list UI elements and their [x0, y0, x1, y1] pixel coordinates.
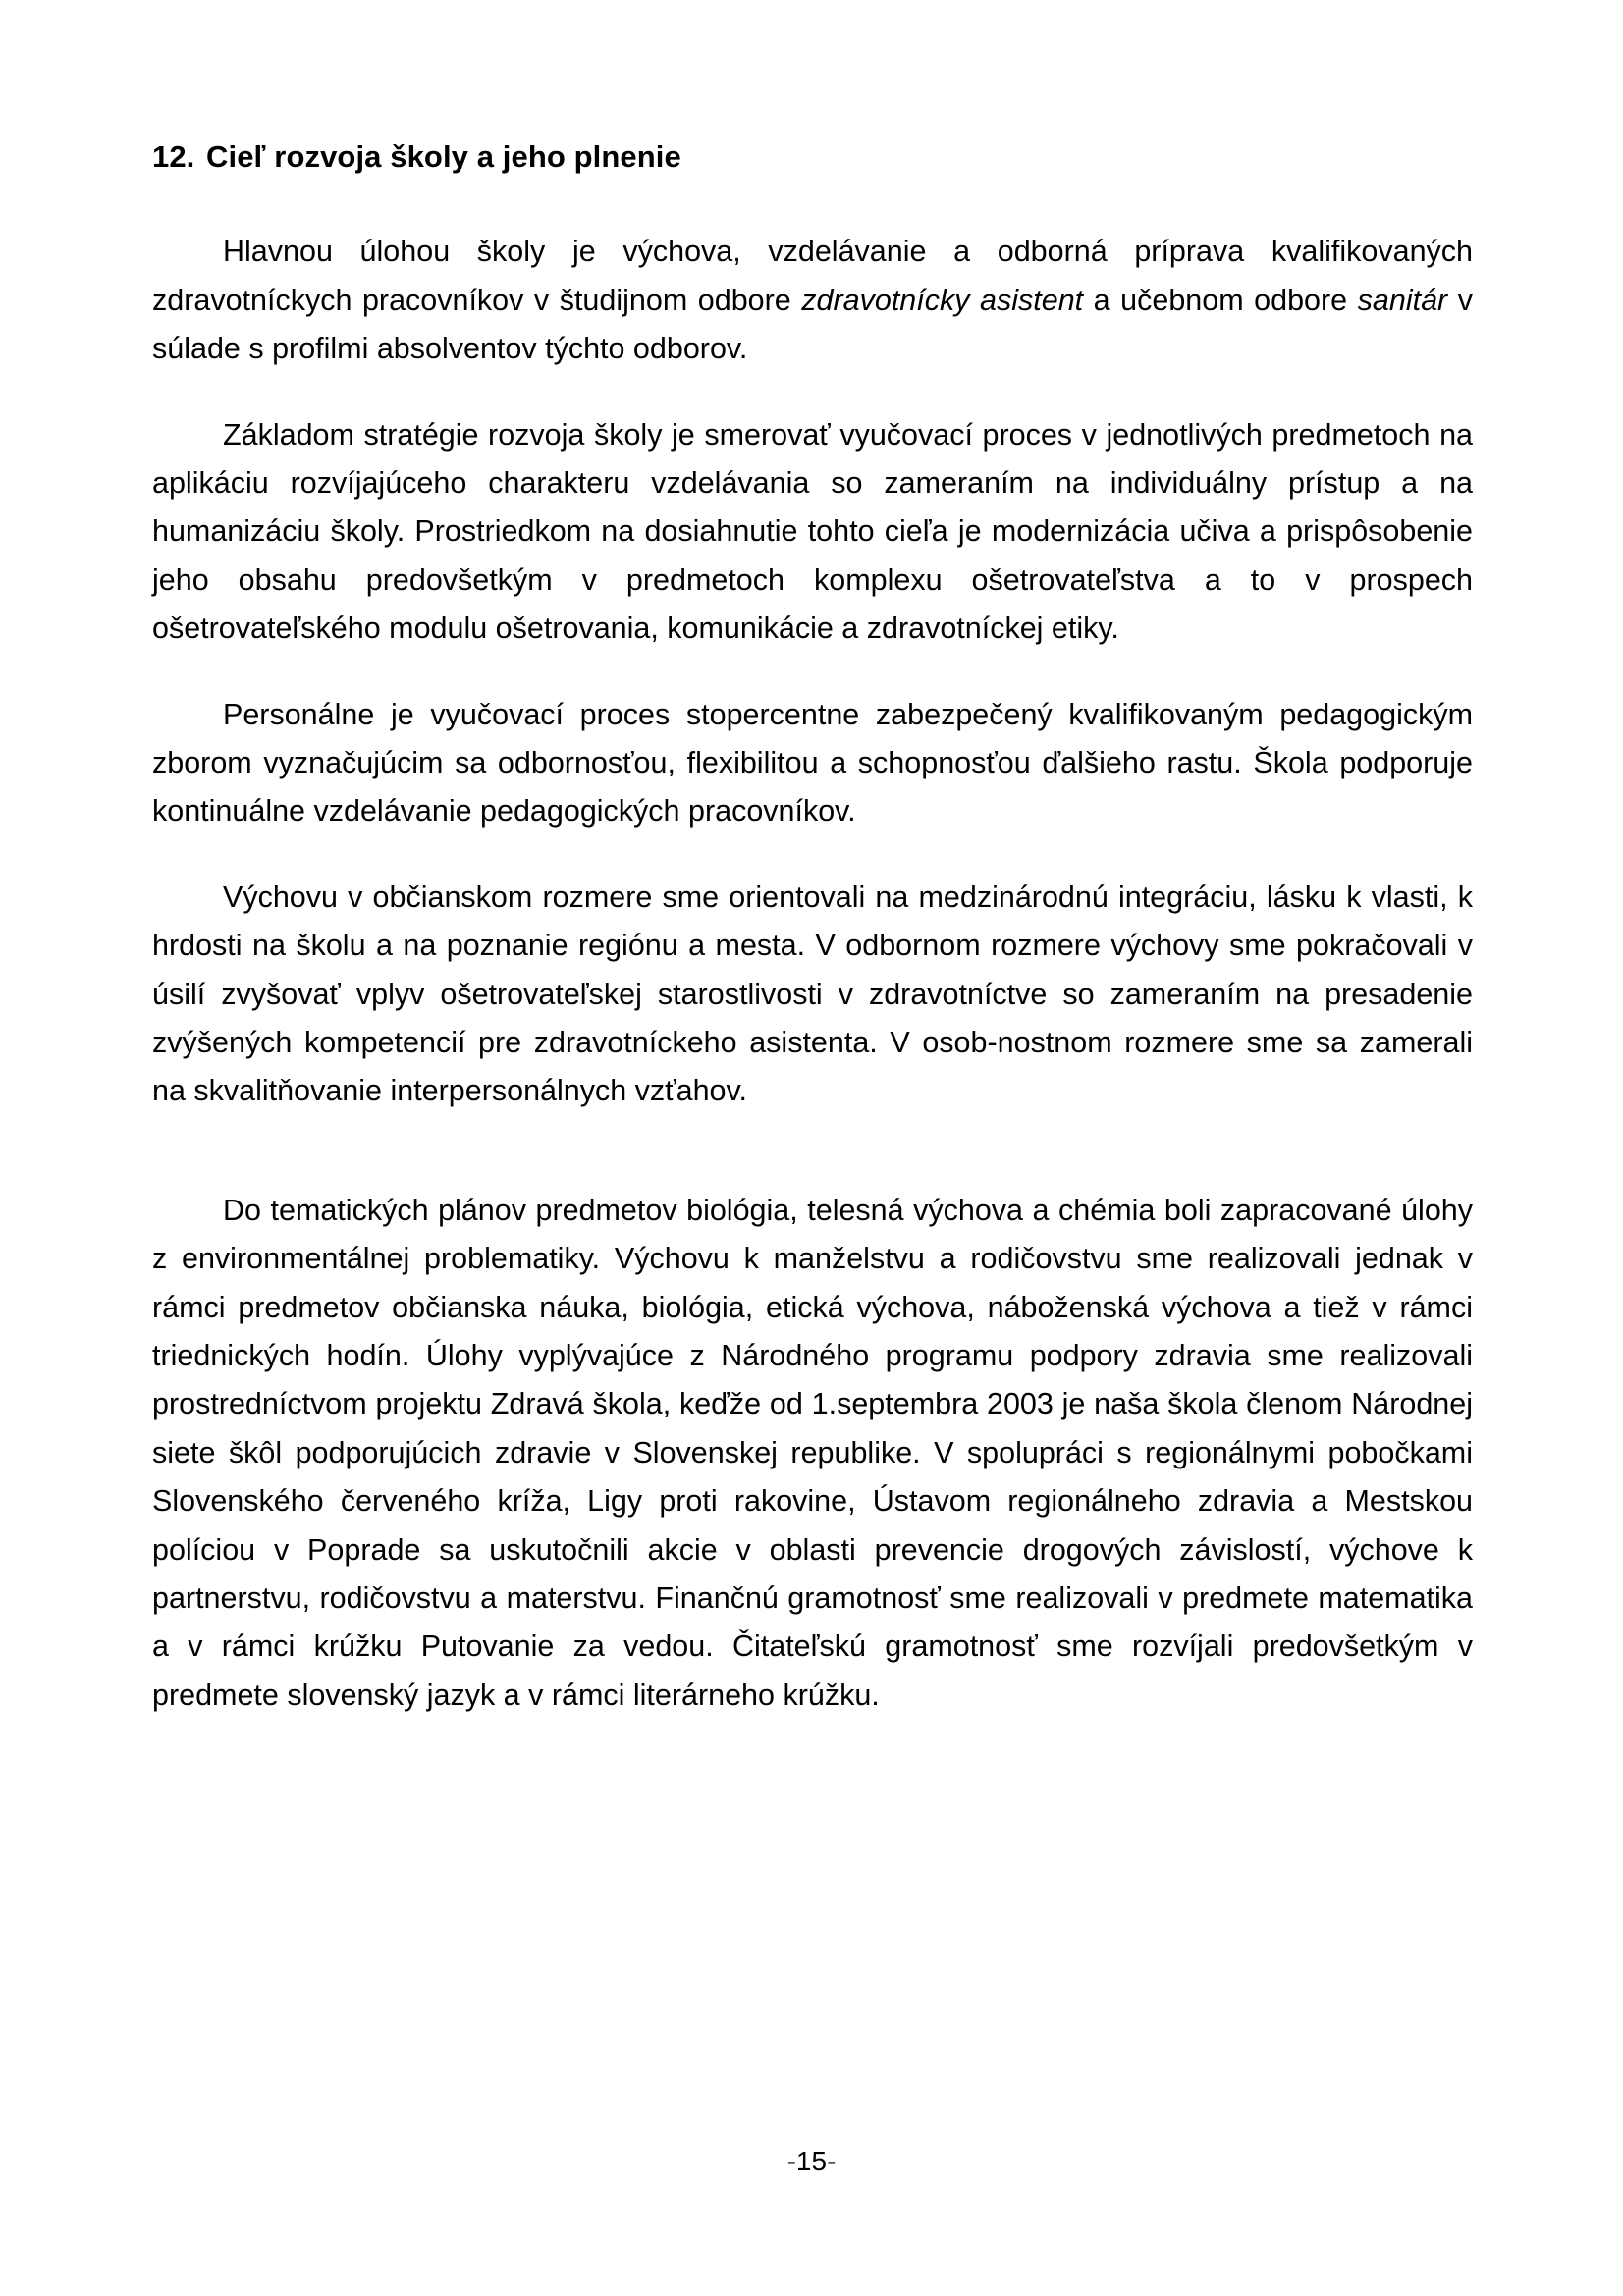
body-paragraphs [152, 228, 1473, 1720]
paragraph-p5 [152, 1187, 1473, 1720]
body-text: Hlavnou úlohou školy je výchova, vzdelávanie a odborná príprava kvalifikovaných zdravotníckych pracovníkov v študijnom odbore [152, 235, 1473, 317]
body-text: v súlade s profilmi absolventov týchto odborov. [152, 283, 1473, 366]
body-text: Výchovu v občianskom rozmere sme orientovali na medzinárodnú integráciu, lásku k vlasti, k hrdosti na školu a na poznanie regiónu a mesta. V odbornom rozmere výchovy sme pokračovali v úsilí zvyšovať vplyv ošetrovateľskej starostlivosti v zdravotníctve so zameraním na presadenie zvýšených kompetencií pre zdravotníckeho asistenta. V osob-nostnom rozmere sme sa zamerali na skvalitňovanie interpersonálnych vzťahov. [152, 880, 1473, 1108]
emphasis-text: sanitár [1357, 283, 1448, 317]
paragraph-p1 [152, 228, 1473, 373]
section-number: 12. [152, 139, 195, 174]
body-text: Personálne je vyučovací proces stopercentne zabezpečený kvalifikovaným pedagogickým zborom vyznačujúcim sa odbornosťou, flexibilitou a schopnosťou ďalšieho rastu. Škola podporuje kontinuálne vzdelávanie pedagogických pracovníkov. [152, 697, 1473, 828]
paragraph-p3 [152, 691, 1473, 836]
section-heading [152, 137, 1473, 177]
page-number: -15- [786, 2146, 837, 2176]
paragraph-spacer [152, 1153, 1473, 1187]
body-text: Základom stratégie rozvoja školy je smerovať vyučovací proces v jednotlivých predmetoch na aplikáciu rozvíjajúceho charakteru vzdelávania so zameraním na individuálny prístup a na humanizáciu školy. Prostriedkom na dosiahnutie tohto cieľa je modernizácia učiva a prispôsobenie jeho obsahu predovšetkým v predmetoch komplexu ošetrovateľstva a to v prospech ošetrovateľského modulu ošetrovania, komunikácie a zdravotníckej etiky. [152, 417, 1473, 646]
section-title: Cieľ rozvoja školy a jeho plnenie [206, 139, 681, 174]
body-text: Do tematických plánov predmetov biológia, telesná výchova a chémia boli zapracované úlohy z environmentálnej problematiky. Výchovu k manželstvu a rodičovstvu sme realizovali jednak v rámci predmetov občianska náuka, biológia, etická výchova, náboženská výchova a tiež v rámci triednických hodín. Úlohy vyplývajúce z Národného programu podpory zdravia sme realizovali prostredníctvom projektu Zdravá škola, keďže od 1.septembra 2003 je naša škola členom Národnej siete škôl podporujúcich zdravie v Slovenskej republike. V spolupráci s regionálnymi pobočkami Slovenského červeného kríža, Ligy proti rakovine, Ústavom regionálneho zdravia a Mestskou políciou v Poprade sa uskutočnili akcie v oblasti prevencie drogových závislostí, výchove k partnerstvu, rodičovstvu a materstvu. Finančnú gramotnosť sme realizovali v predmete matematika a v rámci krúžku Putovanie za vedou. Čitateľskú gramotnosť sme rozvíjali predovšetkým v predmete slovenský jazyk a v rámci literárneho krúžku. [152, 1193, 1473, 1712]
body-text: a učebnom odbore [1083, 283, 1358, 317]
paragraph-p4 [152, 874, 1473, 1116]
emphasis-text: zdravotnícky asistent [801, 283, 1084, 317]
paragraph-p2 [152, 411, 1473, 654]
page-footer [0, 2144, 1623, 2179]
page-content [152, 137, 1473, 1720]
